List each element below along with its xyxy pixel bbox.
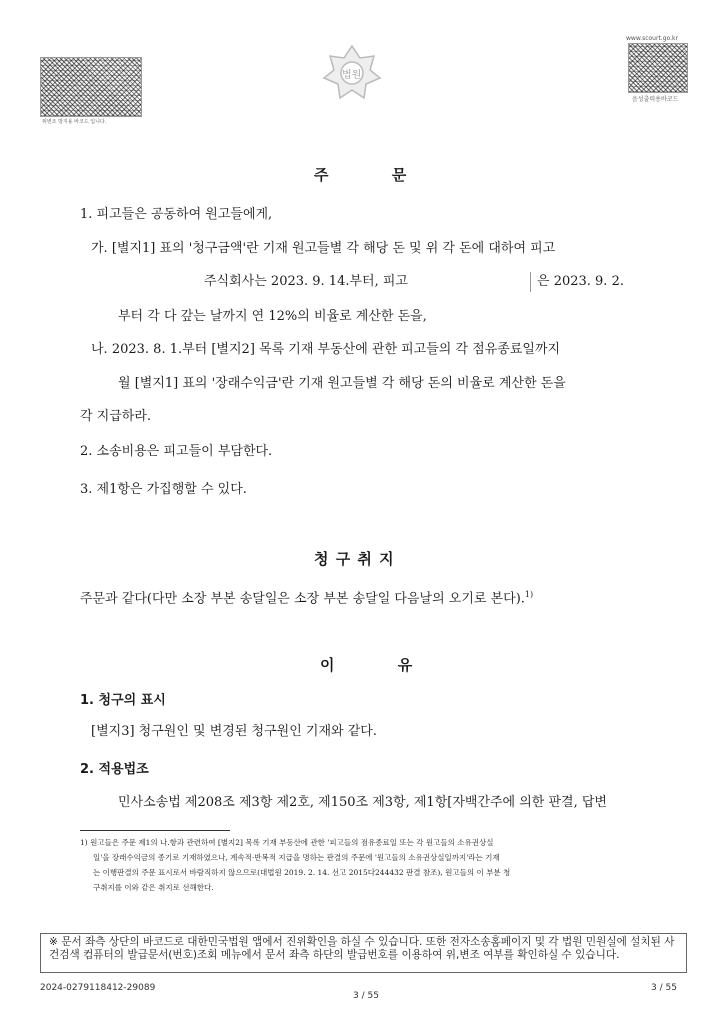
footnote-line-2: 일'을 장래수익금의 종기로 기재하였으나, 계속적·반복적 지급을 명하는 판결의 주문에 '원고들의 소유권상실일까지'라는 기재 — [93, 853, 500, 862]
order-line-9: 3. 제1항은 가집행할 수 있다. — [80, 482, 247, 497]
voice-qr-code — [628, 43, 688, 93]
claim-title: 청 구 취 지 — [314, 550, 395, 568]
barcode-caption: 위변조 방지용 바코드 입니다. — [42, 119, 107, 125]
redacted-text — [178, 272, 204, 292]
footnote-line-4: 구취지를 이와 같은 취지로 선해한다. — [93, 883, 214, 892]
emblem-text: 법원 — [342, 70, 362, 81]
order-line-8: 2. 소송비용은 피고들이 부담한다. — [80, 444, 273, 459]
reason-paragraph-2: 민사소송법 제208조 제3항 제2호, 제150조 제3항, 제1항[자백간주에 의한 판결, 답변 — [118, 795, 607, 810]
order-line-6: 월 [별지1] 표의 '장래수익금'란 기재 원고들별 각 해당 돈의 비율로 계산한 돈을 — [118, 376, 566, 391]
order-line-1: 1. 피고들은 공동하여 원고들에게, — [80, 207, 273, 222]
reason-title: 이 유 — [320, 656, 414, 674]
footnote-line-3: 는 이행판결의 주문 표시로서 바람직하지 않으므로(대법원 2019. 2. 14. 선고 2015다244432 판결 참조), 원고들의 이 부분 청 — [93, 868, 511, 877]
footnote-line-1: 1) 원고들은 주문 제1의 나.항과 관련하여 [별지2] 목록 기재 부동산에 관한 '피고들의 점유종료일 또는 각 원고들의 소유권상실 — [80, 838, 494, 847]
site-url: www.scourt.go.kr — [626, 35, 678, 42]
footnote-divider — [80, 830, 230, 831]
order-line-3b: 은 2023. 9. 2. — [537, 274, 624, 289]
order-line-7: 각 지급하라. — [80, 409, 152, 424]
order-line-3a-text: 주식회사는 2023. 9. 14.부터, 피고 — [204, 274, 408, 289]
order-line-4: 부터 각 다 갚는 날까지 연 12%의 비율로 계산한 돈을, — [118, 309, 427, 324]
footnote-ref: 1) — [524, 590, 534, 599]
claim-text — [80, 585, 533, 609]
order-line-2: 가. [별지1] 표의 '청구금액'란 기재 원고들별 각 해당 돈 및 위 각 돈에 대하여 피고 — [91, 241, 556, 256]
page-number-center: 3 / 55 — [353, 991, 379, 1001]
page-number-right: 3 / 55 — [651, 983, 677, 993]
verification-notice: ※ 문서 좌측 상단의 바코드로 대한민국법원 앱에서 진위확인을 하실 수 있습니다. 또한 전자소송홈페이지 및 각 법원 민원실에 설치된 사건검색 컴퓨터의 발급문서(번호)조회 메뉴에서 문서 좌측 하단의 발급번호를 이용하여 위,변조 여부를 확인하실 수 있습니다. — [40, 933, 687, 973]
order-line-3a — [178, 272, 408, 292]
reason-heading-1: 1. 청구의 표시 — [80, 693, 166, 708]
order-line-5: 나. 2023. 8. 1.부터 [별지2] 목록 기재 부동산에 관한 피고들의 각 점유종료일까지 — [91, 342, 561, 357]
verification-barcode — [40, 57, 142, 117]
court-emblem — [320, 42, 384, 104]
order-title: 주 문 — [314, 166, 408, 184]
qr-caption: 음성출력용바코드 — [632, 96, 679, 103]
reason-paragraph-1: [별지3] 청구원인 및 변경된 청구원인 기재와 같다. — [91, 724, 377, 739]
reason-heading-2: 2. 적용법조 — [80, 762, 149, 777]
redaction-box — [418, 272, 531, 292]
issue-number: 2024-0279118412-29089 — [40, 983, 156, 993]
claim-body: 주문과 같다(다만 소장 부본 송달일은 소장 부본 송달일 다음날의 오기로 본다). — [80, 591, 525, 607]
